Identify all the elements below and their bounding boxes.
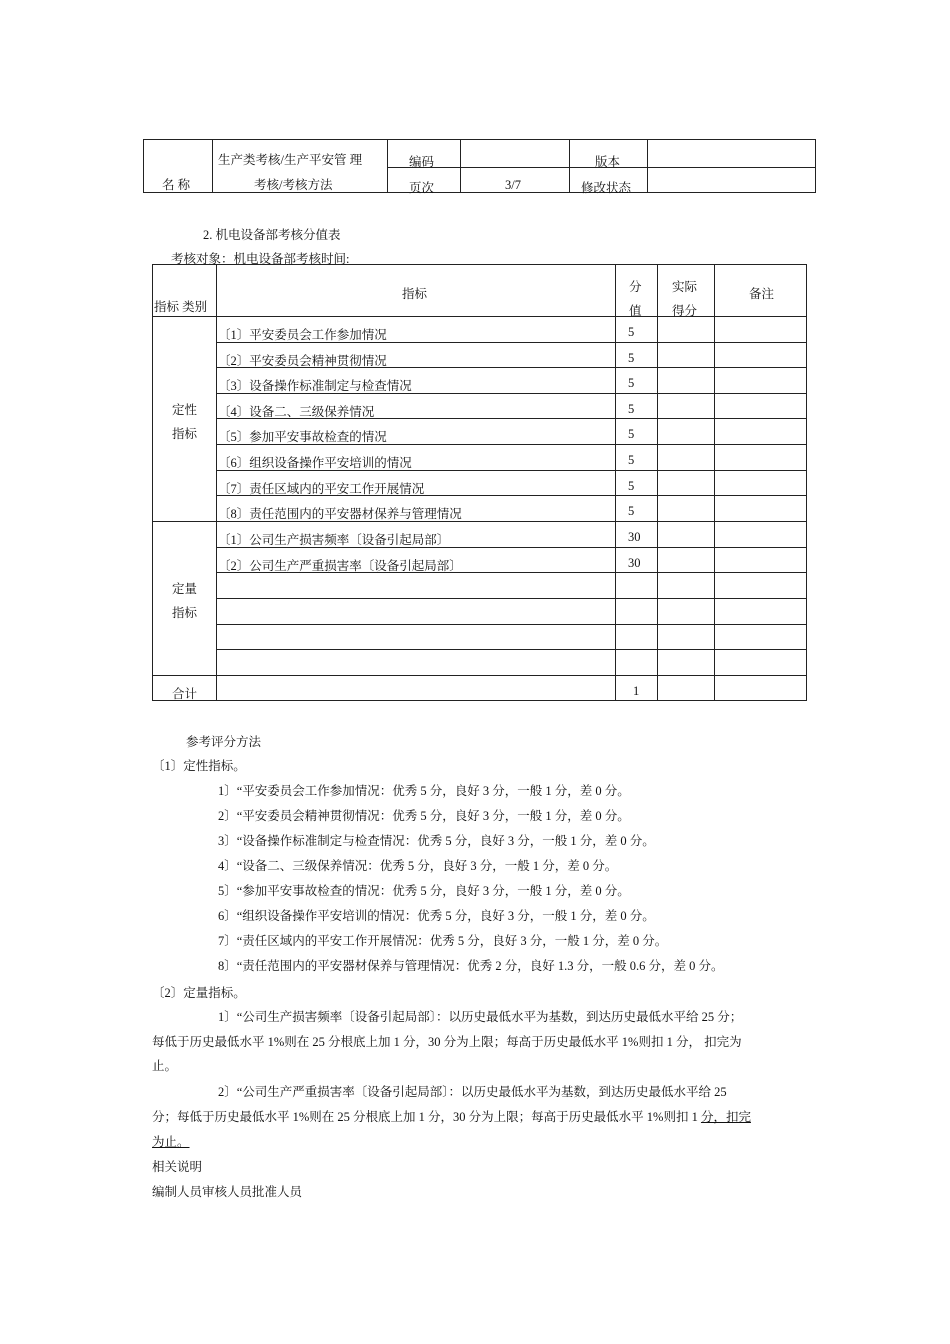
- page-label: 页次: [409, 181, 435, 195]
- table-divider: [216, 624, 806, 625]
- header-table: [143, 139, 816, 193]
- header-divider: [647, 140, 648, 192]
- col-remark: 备注: [749, 287, 775, 301]
- signoff-line: 编制人员审核人员批准人员: [152, 1185, 303, 1199]
- header-divider: [387, 140, 388, 192]
- header-divider: [569, 140, 570, 192]
- method-item: 4〕“设备二、三级保养情况：优秀 5 分，良好 3 分，一般 1 分，差 0 分。: [218, 859, 618, 873]
- table-divider: [153, 316, 806, 317]
- method-title: 参考评分方法: [186, 735, 262, 749]
- name-value-line2: 考核/考核方法: [254, 178, 333, 192]
- indicator-name: 〔2〕平安委员会精神贯彻情况: [218, 354, 387, 368]
- notes-title: 相关说明: [152, 1160, 203, 1174]
- indicator-score: 30: [628, 530, 641, 544]
- table-divider: [657, 265, 658, 700]
- header-divider: [460, 140, 461, 192]
- quant-item-2-underlined: 分，扣完: [700, 1110, 751, 1124]
- quant-item-2-line1: 2〕“公司生产严重损害率〔设备引起局部〕：以历史最低水平为基数，到达历史最低水平给 25: [218, 1085, 727, 1099]
- quant-item-1-line2: 每低于历史最低水平 1%则在 25 分根底上加 1 分，30 分为上限；每高于历史最低水平 1%则扣 1 分， 扣完为: [152, 1035, 742, 1049]
- header-divider: [212, 140, 213, 192]
- table-divider: [216, 265, 217, 700]
- indicator-name: 〔8〕责任范围内的平安器材保养与管理情况: [218, 507, 462, 521]
- indicator-name: 〔2〕公司生产严重损害率〔设备引起局部〕: [218, 559, 462, 573]
- quant-item-2-line2: [152, 1107, 751, 1125]
- method-item: 5〕“参加平安事故检查的情况：优秀 5 分，良好 3 分，一般 1 分，差 0 分。: [218, 884, 630, 898]
- method-item: 6〕“组织设备操作平安培训的情况：优秀 5 分，良好 3 分，一般 1 分，差 0 分。: [218, 909, 655, 923]
- col-score: 分: [629, 280, 642, 294]
- col-category: 指标 类别: [154, 300, 208, 314]
- version-label: 版本: [595, 155, 621, 169]
- indicator-name: 〔1〕平安委员会工作参加情况: [218, 328, 387, 342]
- indicator-score: 5: [628, 427, 635, 441]
- indicator-name: 〔4〕设备二、三级保养情况: [218, 405, 375, 419]
- method-item: 3〕“设备操作标准制定与检查情况：优秀 5 分，良好 3 分，一般 1 分，差 0 分。: [218, 834, 655, 848]
- method-item: 8〕“责任范围内的平安器材保养与管理情况：优秀 2 分，良好 1.3 分，一般 0.6 分，差 0 分。: [218, 959, 724, 973]
- indicator-score: 5: [628, 325, 635, 339]
- indicator-name: 〔7〕责任区域内的平安工作开展情况: [218, 482, 425, 496]
- indicator-score: 5: [628, 402, 635, 416]
- name-label: 名 称: [162, 178, 191, 192]
- quant-item-1-line3: 止。: [152, 1059, 178, 1073]
- quantitative-label: 定量: [172, 582, 198, 596]
- quant-item-2-text: 分；每低于历史最低水平 1%则在 25 分根底上加 1 分，30 分为上限；每高于历史最低水平 1%则扣 1: [152, 1110, 701, 1124]
- indicator-name: 〔3〕设备操作标准制定与检查情况: [218, 379, 412, 393]
- indicator-score: 5: [628, 453, 635, 467]
- name-value-line1: 生产类考核/生产平安管 理: [218, 153, 363, 167]
- indicator-score: 30: [628, 556, 641, 570]
- total-label: 合计: [172, 687, 198, 701]
- section-title: 2. 机电设备部考核分值表: [203, 228, 341, 242]
- revision-label: 修改状态: [581, 181, 632, 195]
- indicator-score: 5: [628, 376, 635, 390]
- indicator-name: 〔1〕公司生产损害频率〔设备引起局部〕: [218, 533, 450, 547]
- method-item: 7〕“责任区域内的平安工作开展情况：优秀 5 分，良好 3 分，一般 1 分，差 0 分。: [218, 934, 668, 948]
- quant-item-1-line1: 1〕“公司生产损害频率〔设备引起局部〕：以历史最低水平为基数，到达历史最低水平给 25 分；: [218, 1010, 743, 1024]
- quant-item-2-line3: 为止。: [152, 1135, 190, 1149]
- indicator-score: 5: [628, 351, 635, 365]
- table-divider: [216, 598, 806, 599]
- qualitative-label: 定性: [172, 403, 198, 417]
- indicator-name: 〔6〕组织设备操作平安培训的情况: [218, 456, 412, 470]
- col-indicator: 指标: [402, 287, 428, 301]
- qualitative-label: 指标: [172, 427, 198, 441]
- subject-line: 考核对象：机电设备部考核时间:: [171, 252, 350, 266]
- method-item: 2〕“平安委员会精神贯彻情况：优秀 5 分，良好 3 分，一般 1 分，差 0 分。: [218, 809, 630, 823]
- quantitative-label: 指标: [172, 606, 198, 620]
- qualitative-title: 〔1〕定性指标。: [152, 759, 246, 773]
- col-score: 值: [629, 304, 642, 318]
- table-divider: [153, 675, 806, 676]
- method-item: 1〕“平安委员会工作参加情况：优秀 5 分，良好 3 分，一般 1 分，差 0 分。: [218, 784, 630, 798]
- code-label: 编码: [409, 155, 435, 169]
- indicator-name: 〔5〕参加平安事故检查的情况: [218, 430, 387, 444]
- col-actual: 实际: [672, 280, 698, 294]
- indicator-score: 5: [628, 479, 635, 493]
- indicator-score: 5: [628, 504, 635, 518]
- table-divider: [714, 265, 715, 700]
- score-table: [152, 264, 807, 701]
- page-value: 3/7: [505, 178, 521, 192]
- quantitative-title: 〔2〕定量指标。: [152, 986, 246, 1000]
- total-value: 1: [633, 684, 640, 698]
- col-actual: 得分: [672, 304, 698, 318]
- table-divider: [216, 649, 806, 650]
- table-divider: [615, 265, 616, 700]
